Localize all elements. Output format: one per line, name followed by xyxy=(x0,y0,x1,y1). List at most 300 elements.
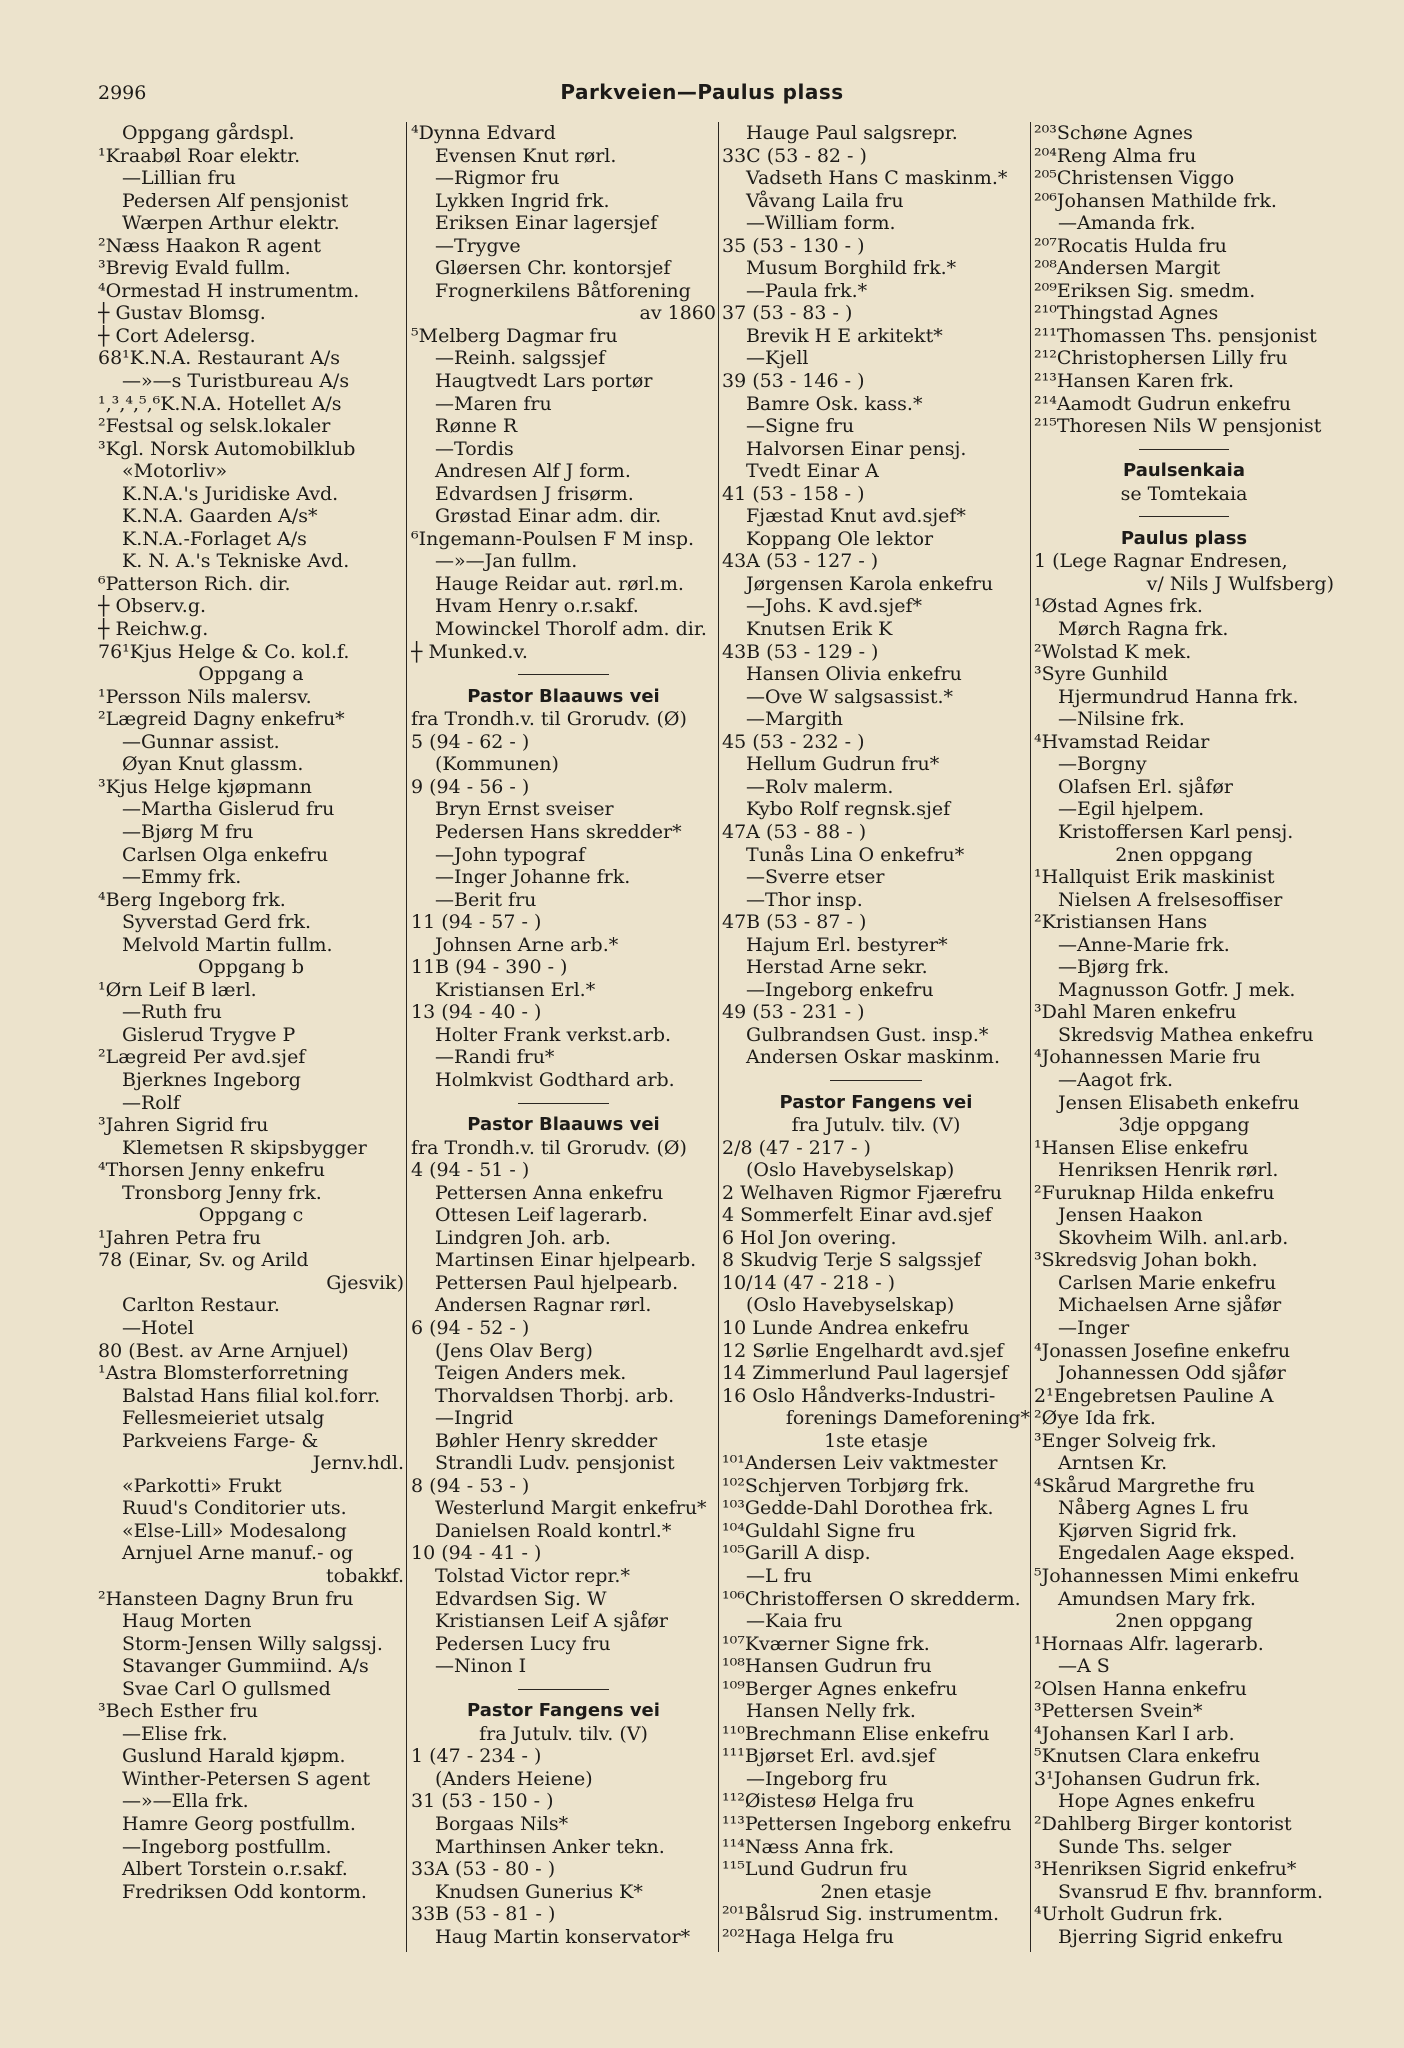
directory-entry: ⁵Knutsen Clara enkefru xyxy=(1034,1745,1261,1768)
column-divider xyxy=(1030,122,1031,1952)
directory-entry: ⁵Melberg Dagmar fru xyxy=(411,324,618,347)
directory-entry: —Rolf xyxy=(122,1091,180,1114)
directory-entry: Hauge Reidar aut. rørl.m. xyxy=(435,572,684,595)
directory-entry: —Signe fru xyxy=(746,415,855,438)
directory-entry: Våvang Laila fru xyxy=(746,189,904,212)
directory-entry: 2nen etasje xyxy=(820,1880,932,1903)
directory-entry: 4 Sommerfelt Einar avd.sjef xyxy=(722,1204,992,1227)
directory-entry: 10 (94 - 41 - ) xyxy=(411,1542,542,1565)
directory-entry: 43B (53 - 129 - ) xyxy=(722,640,879,663)
directory-entry: ²Lægreid Per avd.sjef xyxy=(98,1046,306,1069)
directory-entry: Wærpen Arthur elektr. xyxy=(122,212,340,235)
directory-entry: ²⁰²Haga Helga fru xyxy=(722,1925,895,1948)
directory-entry: —Nilsine frk. xyxy=(1058,708,1185,731)
directory-entry: Ottesen Leif lagerarb. xyxy=(435,1204,648,1227)
directory-entry: Frognerkilens Båtforening xyxy=(435,279,691,302)
directory-entry: ⁴Johansen Karl I arb. xyxy=(1034,1722,1235,1745)
directory-entry: ┼ Reichw.g. xyxy=(98,618,209,641)
directory-entry: 14 Zimmerlund Paul lagersjef xyxy=(722,1362,1009,1385)
directory-entry: Engedalen Aage eksped. xyxy=(1058,1542,1296,1565)
directory-entry: 16 Oslo Håndverks-Industri- xyxy=(722,1384,996,1407)
directory-entry: Melvold Martin fullm. xyxy=(122,933,333,956)
directory-entry: Albert Torstein o.r.sakf. xyxy=(122,1858,348,1881)
directory-entry: Borgaas Nils* xyxy=(435,1813,569,1836)
directory-column-1 xyxy=(98,122,404,1903)
directory-entry: Carlsen Olga enkefru xyxy=(122,843,329,866)
directory-entry: ¹¹¹Bjørset Erl. avd.sjef xyxy=(722,1745,936,1768)
directory-entry: ┼ Munked.v. xyxy=(411,640,528,663)
directory-entry: —Thor insp. xyxy=(746,888,863,911)
directory-entry: Skredsvig Mathea enkefru xyxy=(1058,1023,1314,1046)
directory-entry: —Ingrid xyxy=(435,1407,514,1430)
directory-entry: Jensen Elisabeth enkefru xyxy=(1058,1091,1300,1114)
directory-entry: Edvardsen Sig. W xyxy=(435,1587,607,1610)
directory-entry: —Paula frk.* xyxy=(746,279,868,302)
directory-entry: 1 (Lege Ragnar Endresen, xyxy=(1034,550,1288,573)
directory-entry: ²⁰⁸Andersen Margit xyxy=(1034,257,1221,280)
directory-entry: Hauge Paul salgsrepr. xyxy=(746,122,958,144)
directory-entry: Fjæstad Knut avd.sjef* xyxy=(746,505,966,528)
directory-entry: —Kaia fru xyxy=(746,1610,843,1633)
directory-entry: Oppgang b xyxy=(198,956,304,979)
directory-entry: ²Furuknap Hilda enkefru xyxy=(1034,1181,1275,1204)
directory-entry: Stavanger Gummiind. A/s xyxy=(122,1655,369,1678)
directory-entry: Pedersen Alf pensjonist xyxy=(122,189,349,212)
section-divider xyxy=(1034,505,1334,528)
directory-entry: —Rolv malerm. xyxy=(746,775,894,798)
directory-entry: ⁴Johannessen Marie fru xyxy=(1034,1046,1261,1069)
directory-entry: Hope Agnes enkefru xyxy=(1058,1790,1256,1813)
directory-entry: Kristiansen Erl.* xyxy=(435,978,596,1001)
directory-entry: Marthinsen Anker tekn. xyxy=(435,1835,665,1858)
directory-entry: ┼ Observ.g. xyxy=(98,595,207,618)
directory-entry: Andresen Alf J form. xyxy=(435,460,631,483)
directory-entry: Arntsen Kr. xyxy=(1058,1452,1168,1475)
directory-entry: —Anne-Marie frk. xyxy=(1058,933,1230,956)
directory-entry: ²Øye Ida frk. xyxy=(1034,1407,1156,1430)
directory-entry: ¹⁰³Gedde-Dahl Dorothea frk. xyxy=(722,1497,994,1520)
directory-entry: Michaelsen Arne sjåfør xyxy=(1058,1294,1282,1317)
directory-entry: ²¹²Christophersen Lilly fru xyxy=(1034,347,1288,370)
directory-entry: Tunås Lina O enkefru* xyxy=(746,843,965,866)
directory-entry: (Jens Olav Berg) xyxy=(435,1339,593,1362)
directory-entry: —Hotel xyxy=(122,1316,194,1339)
directory-entry: Olafsen Erl. sjåfør xyxy=(1058,775,1233,798)
directory-entry: Martinsen Einar hjelpearb. xyxy=(435,1249,697,1272)
directory-entry: ²¹⁴Aamodt Gudrun enkefru xyxy=(1034,392,1291,415)
directory-entry: ²⁰⁶Johansen Mathilde frk. xyxy=(1034,189,1277,212)
directory-entry: ¹⁰¹Andersen Leiv vaktmester xyxy=(722,1452,998,1475)
directory-entry: 68¹K.N.A. Restaurant A/s xyxy=(98,347,340,370)
directory-entry: ²Festsal og selsk.lokaler xyxy=(98,415,331,438)
directory-entry: 6 (94 - 52 - ) xyxy=(411,1316,530,1339)
directory-entry: ²Dahlberg Birger kontorist xyxy=(1034,1813,1292,1836)
directory-entry: K.N.A. Gaarden A/s* xyxy=(122,505,318,528)
directory-entry: Nielsen A frelsesoffiser xyxy=(1058,888,1283,911)
directory-entry: Evensen Knut rørl. xyxy=(435,144,617,167)
directory-entry: Sunde Ths. selger xyxy=(1058,1835,1232,1858)
directory-entry: —Berit fru xyxy=(435,888,537,911)
directory-entry: ⁴Jonassen Josefine enkefru xyxy=(1034,1339,1291,1362)
directory-entry: av 1860 xyxy=(639,302,716,325)
directory-entry: —Sverre etser xyxy=(746,866,885,889)
directory-entry: 78 (Einar, Sv. og Arild xyxy=(98,1249,309,1272)
directory-entry: 33C (53 - 82 - ) xyxy=(722,144,867,167)
directory-entry: Kjørven Sigrid frk. xyxy=(1058,1519,1238,1542)
directory-entry: Fellesmeieriet utsalg xyxy=(122,1407,325,1430)
directory-entry: Hajum Erl. bestyrer* xyxy=(746,933,948,956)
directory-entry: Pettersen Anna enkefru xyxy=(435,1181,664,1204)
directory-entry: Mørch Ragna frk. xyxy=(1058,618,1229,641)
directory-entry: ¹Hornaas Alfr. lagerarb. xyxy=(1034,1632,1264,1655)
directory-entry: ²Kristiansen Hans xyxy=(1034,911,1208,934)
directory-entry: —A S xyxy=(1058,1655,1110,1678)
directory-entry: Kristoffersen Karl pensj. xyxy=(1058,820,1294,843)
directory-entry: —Randi fru* xyxy=(435,1046,555,1069)
directory-entry: Bamre Osk. kass.* xyxy=(746,392,923,415)
section-divider xyxy=(411,1678,716,1701)
directory-entry: —Maren fru xyxy=(435,392,552,415)
directory-entry: —Johs. K avd.sjef* xyxy=(746,595,923,618)
directory-entry: Tolstad Victor repr.* xyxy=(435,1565,630,1587)
directory-entry: Eriksen Einar lagersjef xyxy=(435,212,658,235)
directory-entry: ³Enger Solveig frk. xyxy=(1034,1429,1217,1452)
directory-entry: 1 (47 - 234 - ) xyxy=(411,1745,542,1768)
directory-entry: Parkveiens Farge- & xyxy=(122,1429,319,1452)
directory-entry: —Ingeborg postfullm. xyxy=(122,1835,332,1858)
directory-entry: (Oslo Havebyselskap) xyxy=(746,1159,955,1182)
directory-entry: 33A (53 - 80 - ) xyxy=(411,1858,556,1881)
directory-entry: Lindgren Joh. arb. xyxy=(435,1226,611,1249)
directory-entry: ²¹⁵Thoresen Nils W pensjonist xyxy=(1034,415,1322,438)
directory-entry: 2 Welhaven Rigmor Fjærefru xyxy=(722,1181,1002,1204)
directory-entry: Gløersen Chr. kontorsjef xyxy=(435,257,671,280)
directory-entry: 6 Hol Jon overing. xyxy=(722,1226,897,1249)
directory-entry: —Ingeborg fru xyxy=(746,1767,888,1790)
directory-entry: 39 (53 - 146 - ) xyxy=(722,370,865,393)
directory-entry: ²Hansteen Dagny Brun fru xyxy=(98,1587,354,1610)
directory-entry: —»—Jan fullm. xyxy=(435,550,578,573)
directory-entry: ¹⁰⁹Berger Agnes enkefru xyxy=(722,1677,958,1700)
directory-entry: ³Pettersen Svein* xyxy=(1034,1700,1203,1723)
directory-entry: —John typograf xyxy=(435,843,586,866)
directory-entry: Musum Borghild frk.* xyxy=(746,257,957,280)
directory-entry: 47B (53 - 87 - ) xyxy=(722,911,867,934)
directory-entry: ¹Persson Nils malersv. xyxy=(98,685,312,708)
directory-entry: —Borgny xyxy=(1058,753,1147,776)
directory-entry: ³Skredsvig Johan bokh. xyxy=(1034,1249,1258,1272)
directory-entry: —»—Ella frk. xyxy=(122,1790,249,1813)
directory-entry: ¹¹⁴Næss Anna frk. xyxy=(722,1835,895,1858)
directory-entry: ²¹⁰Thingstad Agnes xyxy=(1034,302,1219,325)
directory-entry: Oppgang gårdspl. xyxy=(122,122,295,144)
directory-entry: —Lillian fru xyxy=(122,167,236,190)
directory-entry: tobakkf. xyxy=(326,1565,404,1587)
directory-entry: —Inger xyxy=(1058,1316,1130,1339)
directory-entry: —Amanda frk. xyxy=(1058,212,1196,235)
directory-entry: Rønne R xyxy=(435,415,518,438)
directory-entry: —Martha Gislerud fru xyxy=(122,798,335,821)
directory-entry: ¹Østad Agnes frk. xyxy=(1034,595,1203,618)
directory-entry: ⁴Skårud Margrethe fru xyxy=(1034,1474,1255,1497)
directory-entry: Svae Carl O gullsmed xyxy=(122,1677,331,1700)
directory-entry: Haugtvedt Lars portør xyxy=(435,370,653,393)
directory-entry: Johnsen Arne arb.* xyxy=(435,933,619,956)
directory-entry: —Emmy frk. xyxy=(122,866,242,889)
directory-entry: Bjerknes Ingeborg xyxy=(122,1068,301,1091)
directory-entry: (Oslo Havebyselskap) xyxy=(746,1294,955,1317)
directory-entry: 10/14 (47 - 218 - ) xyxy=(722,1271,896,1294)
directory-entry: Strandli Ludv. pensjonist xyxy=(435,1452,675,1475)
directory-entry: —»—s Turistbureau A/s xyxy=(122,370,350,393)
directory-entry: ²⁰³Schøne Agnes xyxy=(1034,122,1193,144)
directory-entry: ²Næss Haakon R agent xyxy=(98,234,322,257)
directory-entry: Grøstad Einar adm. dir. xyxy=(435,505,662,528)
directory-entry: 2/8 (47 - 217 - ) xyxy=(722,1136,871,1159)
street-heading: Pastor Blaauws vei xyxy=(467,1114,660,1136)
directory-entry: 9 (94 - 56 - ) xyxy=(411,775,530,798)
directory-entry: 5 (94 - 62 - ) xyxy=(411,730,530,753)
directory-entry: 76¹Kjus Helge & Co. kol.f. xyxy=(98,640,350,663)
directory-entry: Koppang Ole lektor xyxy=(746,527,934,550)
column-divider xyxy=(718,122,719,1952)
directory-entry: ¹‚³‚⁴‚⁵‚⁶K.N.A. Hotellet A/s xyxy=(98,392,342,415)
directory-entry: (Kommunen) xyxy=(435,753,559,776)
directory-entry: Guslund Harald kjøpm. xyxy=(122,1745,346,1768)
directory-entry: K. N. A.'s Tekniske Avd. xyxy=(122,550,350,573)
directory-entry: Kybo Rolf regnsk.sjef xyxy=(746,798,951,821)
directory-entry: Thorvaldsen Thorbj. arb. xyxy=(435,1384,675,1407)
directory-entry: «Motorliv» xyxy=(122,460,228,483)
directory-entry: —Ove W salgsassist.* xyxy=(746,685,954,708)
directory-entry: ¹⁰⁷Kværner Signe frk. xyxy=(722,1632,930,1655)
directory-entry: Bøhler Henry skredder xyxy=(435,1429,658,1452)
directory-entry: ²⁰⁵Christensen Viggo xyxy=(1034,167,1235,190)
directory-column-3 xyxy=(722,122,1030,1948)
directory-entry: —Reinh. salgssjef xyxy=(435,347,606,370)
directory-entry: v/ Nils J Wulfsberg) xyxy=(1146,572,1334,595)
directory-entry: Johannessen Odd sjåfør xyxy=(1058,1362,1286,1385)
section-divider xyxy=(411,663,716,686)
directory-entry: ⁶Ingemann-Poulsen F M insp. xyxy=(411,527,695,550)
directory-entry: 45 (53 - 232 - ) xyxy=(722,730,865,753)
directory-entry: K.N.A.'s Juridiske Avd. xyxy=(122,482,339,505)
directory-entry: 2¹Engebretsen Pauline A xyxy=(1034,1384,1274,1407)
directory-entry: Gulbrandsen Gust. insp.* xyxy=(746,1023,989,1046)
directory-entry: ¹Astra Blomsterforretning xyxy=(98,1362,349,1385)
directory-entry: —Gunnar assist. xyxy=(122,730,280,753)
directory-entry: Hansen Nelly frk. xyxy=(746,1700,916,1723)
directory-entry: Arnjuel Arne manuf.- og xyxy=(122,1542,354,1565)
directory-entry: ¹¹⁰Brechmann Elise enkefru xyxy=(722,1722,990,1745)
directory-entry: Jernv.hdl. xyxy=(312,1452,404,1475)
directory-entry: «Else-Lill» Modesalong xyxy=(122,1519,347,1542)
directory-entry: ³Bech Esther fru xyxy=(98,1700,258,1723)
directory-entry: Westerlund Margit enkefru* xyxy=(435,1497,707,1520)
directory-entry: —Inger Johanne frk. xyxy=(435,866,631,889)
directory-entry: 37 (53 - 83 - ) xyxy=(722,302,853,325)
directory-entry: 13 (94 - 40 - ) xyxy=(411,1001,542,1024)
directory-entry: Tronsborg Jenny frk. xyxy=(122,1181,322,1204)
directory-entry: Henriksen Henrik rørl. xyxy=(1058,1159,1279,1182)
directory-entry: ³Kjus Helge kjøpmann xyxy=(98,775,312,798)
directory-entry: ⁴Thorsen Jenny enkefru xyxy=(98,1159,326,1182)
directory-entry: ┼ Gustav Blomsg. xyxy=(98,302,266,325)
directory-entry: —Trygve xyxy=(435,234,521,257)
directory-entry: 35 (53 - 130 - ) xyxy=(722,234,865,257)
directory-entry: Syverstad Gerd frk. xyxy=(122,911,312,934)
column-divider xyxy=(406,122,407,1952)
directory-entry: Knudsen Gunerius K* xyxy=(435,1880,643,1903)
directory-column-4 xyxy=(1034,122,1334,1948)
directory-entry: 80 (Best. av Arne Arnjuel) xyxy=(98,1339,349,1362)
directory-entry: Haug Martin konservator* xyxy=(435,1925,691,1948)
directory-entry: Haug Morten xyxy=(122,1610,252,1633)
directory-entry: 4 (94 - 51 - ) xyxy=(411,1159,530,1182)
directory-entry: ¹¹⁵Lund Gudrun fru xyxy=(722,1858,908,1881)
section-divider xyxy=(1034,438,1334,461)
directory-entry: Teigen Anders mek. xyxy=(435,1362,627,1385)
directory-entry: se Tomtekaia xyxy=(1120,482,1248,505)
directory-entry: ¹⁰⁶Christoffersen O skredderm. xyxy=(722,1587,1021,1610)
directory-entry: 3¹Johansen Gudrun frk. xyxy=(1034,1767,1261,1790)
directory-entry: Gjesvik) xyxy=(326,1271,404,1294)
directory-entry: 33B (53 - 81 - ) xyxy=(411,1903,556,1926)
directory-entry: Storm-Jensen Willy salgssj. xyxy=(122,1632,383,1655)
directory-entry: Jensen Haakon xyxy=(1058,1204,1203,1227)
directory-entry: 11B (94 - 390 - ) xyxy=(411,956,568,979)
directory-entry: Hvam Henry o.r.sakf. xyxy=(435,595,639,618)
directory-entry: ²⁰¹Bålsrud Sig. instrumentm. xyxy=(722,1903,1000,1926)
directory-entry: —Elise frk. xyxy=(122,1722,228,1745)
directory-entry: Mowinckel Thorolf adm. dir. xyxy=(435,618,707,641)
directory-entry: —L fru xyxy=(746,1565,813,1587)
directory-entry: Edvardsen J frisørm. xyxy=(435,482,634,505)
directory-entry: Skovheim Wilh. anl.arb. xyxy=(1058,1226,1289,1249)
directory-entry: ³Syre Gunhild xyxy=(1034,663,1168,686)
directory-entry: 11 (94 - 57 - ) xyxy=(411,911,542,934)
directory-entry: Fredriksen Odd kontorm. xyxy=(122,1880,367,1903)
directory-entry: 41 (53 - 158 - ) xyxy=(722,482,865,505)
directory-entry: ¹Jahren Petra fru xyxy=(98,1226,262,1249)
directory-entry: Bryn Ernst sveiser xyxy=(435,798,614,821)
directory-entry: Jørgensen Karola enkefru xyxy=(746,572,994,595)
directory-entry: Winther-Petersen S agent xyxy=(122,1767,371,1790)
directory-entry: ⁴Urholt Gudrun frk. xyxy=(1034,1903,1223,1926)
directory-entry: —Ingeborg enkefru xyxy=(746,978,934,1001)
directory-entry: ¹Ørn Leif B lærl. xyxy=(98,978,257,1001)
directory-entry: ³Henriksen Sigrid enkefru* xyxy=(1034,1858,1297,1881)
directory-entry: Carlton Restaur. xyxy=(122,1294,280,1317)
directory-entry: ¹⁰⁴Guldahl Signe fru xyxy=(722,1519,916,1542)
directory-entry: 2nen oppgang xyxy=(1115,843,1253,866)
directory-entry: Knutsen Erik K xyxy=(746,618,893,641)
directory-entry: ²⁰⁴Reng Alma fru xyxy=(1034,144,1197,167)
directory-entry: 31 (53 - 150 - ) xyxy=(411,1790,554,1813)
directory-entry: ²Lægreid Dagny enkefru* xyxy=(98,708,345,731)
page-number: 2996 xyxy=(98,82,147,104)
directory-entry: ⁵Johannessen Mimi enkefru xyxy=(1034,1565,1300,1587)
directory-entry: forenings Dameforening* xyxy=(785,1407,1030,1430)
directory-entry: Pedersen Hans skredder* xyxy=(435,820,682,843)
section-divider xyxy=(411,1092,716,1115)
directory-entry: 10 Lunde Andrea enkefru xyxy=(722,1316,970,1339)
directory-entry: ┼ Cort Adelersg. xyxy=(98,324,256,347)
street-heading: Paulus plass xyxy=(1120,527,1248,549)
directory-entry: Ruud's Conditorier uts. xyxy=(122,1497,347,1520)
directory-entry: —Bjørg M fru xyxy=(122,820,254,843)
directory-entry: Balstad Hans filial kol.forr. xyxy=(122,1384,381,1407)
directory-entry: Vadseth Hans C maskinm.* xyxy=(746,167,1008,190)
directory-column-2 xyxy=(411,122,716,1948)
directory-entry: Halvorsen Einar pensj. xyxy=(746,437,967,460)
directory-entry: (Anders Heiene) xyxy=(435,1767,593,1790)
directory-entry: Hjermundrud Hanna frk. xyxy=(1058,685,1299,708)
directory-entry: ¹Hallquist Erik maskinist xyxy=(1034,866,1275,889)
directory-entry: 3dje oppgang xyxy=(1118,1114,1250,1137)
section-divider xyxy=(722,1069,1030,1092)
directory-entry: —Ruth fru xyxy=(122,1001,222,1024)
directory-entry: Danielsen Roald kontrl.* xyxy=(435,1519,672,1542)
directory-entry: —Aagot frk. xyxy=(1058,1068,1173,1091)
directory-entry: ¹⁰⁵Garill A disp. xyxy=(722,1542,871,1565)
directory-entry: ²¹¹Thomassen Ths. pensjonist xyxy=(1034,324,1317,347)
directory-entry: 49 (53 - 231 - ) xyxy=(722,1001,865,1024)
directory-entry: Pettersen Paul hjelpearb. xyxy=(435,1271,679,1294)
directory-entry: Herstad Arne sekr. xyxy=(746,956,928,979)
directory-entry: ¹⁰²Schjerven Torbjørg frk. xyxy=(722,1474,970,1497)
directory-entry: Klemetsen R skipsbygger xyxy=(122,1136,367,1159)
directory-entry: Andersen Oskar maskinm. xyxy=(746,1046,1000,1069)
directory-entry: Oppgang a xyxy=(198,663,304,686)
directory-entry: 8 Skudvig Terje S salgssjef xyxy=(722,1249,981,1272)
directory-entry: Nåberg Agnes L fru xyxy=(1058,1497,1249,1520)
directory-entry: Amundsen Mary frk. xyxy=(1058,1587,1256,1610)
directory-entry: ¹¹²Øistesø Helga fru xyxy=(722,1790,915,1813)
directory-entry: 47A (53 - 88 - ) xyxy=(722,820,867,843)
directory-entry: «Parkotti» Frukt xyxy=(122,1474,282,1497)
street-heading: Pastor Fangens vei xyxy=(467,1700,660,1722)
directory-entry: ¹⁰⁸Hansen Gudrun fru xyxy=(722,1655,932,1678)
street-heading: Pastor Blaauws vei xyxy=(467,685,660,707)
page-title: Parkveien—Paulus plass xyxy=(560,80,844,104)
directory-entry: ²¹³Hansen Karen frk. xyxy=(1034,370,1235,393)
directory-entry: Andersen Ragnar rørl. xyxy=(435,1294,652,1317)
directory-entry: 1ste etasje xyxy=(824,1429,928,1452)
directory-entry: ²⁰⁷Rocatis Hulda fru xyxy=(1034,234,1227,257)
directory-entry: —William form. xyxy=(746,212,896,235)
directory-entry: —Bjørg frk. xyxy=(1058,956,1170,979)
directory-entry: ⁴Ormestad H instrumentm. xyxy=(98,279,360,302)
directory-entry: Kristiansen Leif A sjåfør xyxy=(435,1610,668,1633)
street-heading: Pastor Fangens vei xyxy=(779,1091,973,1113)
directory-entry: Magnusson Gotfr. J mek. xyxy=(1058,978,1296,1001)
directory-entry: Tvedt Einar A xyxy=(746,460,879,483)
directory-entry: 2nen oppgang xyxy=(1115,1610,1253,1633)
directory-entry: 12 Sørlie Engelhardt avd.sjef xyxy=(722,1339,1004,1362)
directory-entry: ³Brevig Evald fullm. xyxy=(98,257,291,280)
directory-entry: K.N.A.-Forlaget A/s xyxy=(122,527,307,550)
directory-entry: ³Dahl Maren enkefru xyxy=(1034,1001,1237,1024)
directory-entry: ⁴Berg Ingeborg frk. xyxy=(98,888,286,911)
directory-entry: Holter Frank verkst.arb. xyxy=(435,1023,672,1046)
directory-entry: Oppgang c xyxy=(198,1204,304,1227)
directory-entry: —Rigmor fru xyxy=(435,167,560,190)
directory-entry: ⁴Hvamstad Reidar xyxy=(1034,730,1210,753)
directory-entry: ³Kgl. Norsk Automobilklub xyxy=(98,437,356,460)
directory-entry: Svansrud E fhv. brannform. xyxy=(1058,1880,1323,1903)
directory-entry: ¹Hansen Elise enkefru xyxy=(1034,1136,1249,1159)
